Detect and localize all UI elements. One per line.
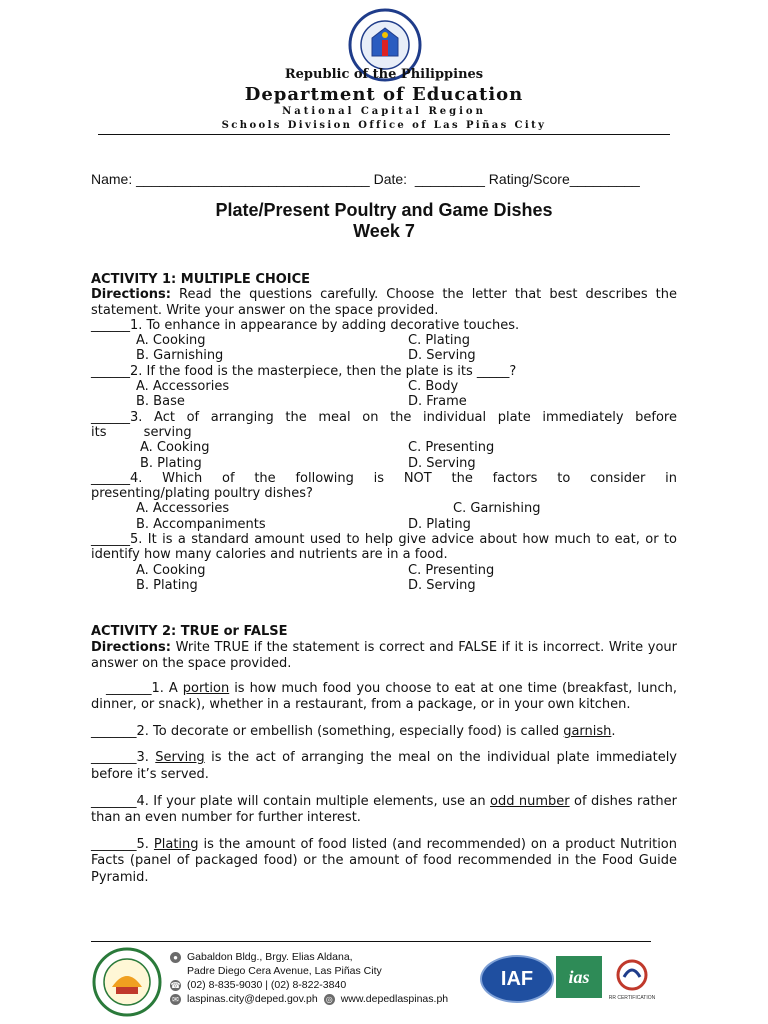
directions-text: Write TRUE if the statement is correct and FALSE if it is incorrect. Write your answer on the space provided. xyxy=(91,639,677,671)
tf-item-key-term: garnish xyxy=(563,723,612,739)
footer-address-line1 xyxy=(170,950,470,964)
footer-address2: Padre Diego Cera Avenue, Las Piñas City xyxy=(187,965,382,977)
question-1: ______1. To enhance in appearance by adding decorative touches. xyxy=(91,317,520,333)
option: B. Plating xyxy=(136,577,198,593)
option: B. Plating xyxy=(140,455,202,471)
question-2-options xyxy=(91,379,677,410)
tf-item-key-term: odd number xyxy=(490,793,570,809)
worksheet-body xyxy=(91,272,682,896)
globe-icon: ◎ xyxy=(324,994,335,1005)
question-5-options xyxy=(91,563,677,594)
activity2-directions xyxy=(91,640,677,672)
option: A. Accessories xyxy=(136,501,230,517)
location-icon: ● xyxy=(170,952,181,963)
tf-item-prefix: _______5. xyxy=(91,836,154,852)
option: D. Serving xyxy=(408,577,476,593)
rr-certification-logo xyxy=(608,955,656,1003)
phone-icon: ☎ xyxy=(170,980,181,990)
question-1-options xyxy=(91,333,677,364)
footer-contact xyxy=(170,950,470,1006)
page-title: Plate/Present Poultry and Game Dishes xyxy=(215,200,553,220)
option: B. Base xyxy=(136,394,185,410)
directions-label: Directions: xyxy=(91,287,171,303)
tf-item-key-term: Serving xyxy=(155,750,205,766)
footer-web-line xyxy=(170,992,470,1006)
option: C. Presenting xyxy=(408,440,495,456)
question-3-line1: ______3. Act of arranging the meal on the individual plate immediately before xyxy=(91,409,677,425)
tf-item-key-term: Plating xyxy=(153,836,199,852)
option: B. Accompaniments xyxy=(136,516,266,532)
rr-certification-label: RR CERTIFICATION xyxy=(608,995,656,1001)
tf-item-3 xyxy=(91,750,677,783)
page-subtitle: Week 7 xyxy=(353,221,415,241)
footer-email: laspinas.city@deped.gov.ph xyxy=(187,993,318,1005)
student-info-line: Name: ______________________________ Date: _________ Rating/Score_________ xyxy=(91,171,640,187)
footer-address1: Gabaldon Bldg., Brgy. Elias Aldana, xyxy=(187,951,353,963)
tf-item-prefix: _______3. xyxy=(91,750,156,766)
footer-website: www.depedlaspinas.ph xyxy=(340,993,449,1005)
question-3-options xyxy=(91,440,677,471)
directions-text: Read the questions carefully. Choose the letter that best describes the statement. Write your answer on the space provided. xyxy=(91,287,677,318)
email-icon: ✉ xyxy=(170,994,181,1005)
iaf-logo: IAF xyxy=(480,955,554,1003)
option: C. Body xyxy=(408,379,459,395)
question-4-options xyxy=(91,501,677,532)
footer-phone-line xyxy=(170,978,470,992)
option: C. Presenting xyxy=(408,562,495,578)
option: A. Cooking xyxy=(136,333,206,349)
option: A. Cooking xyxy=(140,440,210,456)
tf-item-2 xyxy=(91,724,677,741)
tf-item-5 xyxy=(91,837,677,887)
tf-item-key-term: portion xyxy=(182,680,230,696)
question-4-line2: presenting/plating poultry dishes? xyxy=(91,486,313,502)
question-3-line2: its serving xyxy=(91,424,192,440)
department-line: Department of Education xyxy=(244,84,524,105)
tf-item-suffix: is the amount of food listed (and recommended) on a product Nutrition Facts (panel of packaged food) or the amount of food recommended in the Food Guide Pyramid. xyxy=(91,836,677,885)
tf-item-suffix: is how much food you choose to eat at one time (breakfast, lunch, dinner, or snack), whether in a restaurant, from a package, or in your own kitchen. xyxy=(91,680,682,713)
division-line: Schools Division Office of Las Piñas City xyxy=(221,120,547,131)
tf-item-prefix: _______2. To decorate or embellish (something, especially food) is called xyxy=(91,723,564,739)
question-5: ______5. It is a standard amount used to help give advice about how much to eat, or to identify how many calories and nutrients are in a food. xyxy=(91,532,677,563)
tf-item-1 xyxy=(91,680,682,714)
footer-address-line2 xyxy=(170,964,470,978)
activity1-directions xyxy=(91,287,677,318)
region-line: National Capital Region xyxy=(282,106,486,117)
letterhead xyxy=(0,0,768,140)
tf-item-4 xyxy=(91,794,677,827)
option: B. Garnishing xyxy=(136,348,224,364)
footer-divider xyxy=(91,941,651,942)
tf-item-suffix: . xyxy=(611,723,616,739)
option: C. Garnishing xyxy=(453,501,541,517)
question-4-line1: ______4. Which of the following is NOT the factors to consider in xyxy=(91,470,677,486)
directions-label: Directions: xyxy=(91,639,171,655)
tf-item-suffix: of dishes rather than an even number for further interest. xyxy=(91,793,677,826)
option: D. Frame xyxy=(408,394,467,410)
ias-logo: ias xyxy=(556,956,602,998)
footer-phone: (02) 8-835-9030 | (02) 8-822-3840 xyxy=(187,979,347,991)
option: D. Serving xyxy=(408,348,476,364)
tf-item-prefix: _______4. If your plate will contain multiple elements, use an xyxy=(91,793,491,809)
option: A. Cooking xyxy=(136,562,206,578)
option: D. Plating xyxy=(408,516,471,532)
option: A. Accessories xyxy=(136,379,230,395)
section-spacer xyxy=(91,593,677,624)
question-2: ______2. If the food is the masterpiece, then the plate is its _____? xyxy=(91,363,517,379)
activity2-heading: ACTIVITY 2: TRUE or FALSE xyxy=(91,624,288,640)
activity1-heading: ACTIVITY 1: MULTIPLE CHOICE xyxy=(91,272,311,287)
republic-line: Republic of the Philippines xyxy=(284,67,484,82)
tf-item-suffix: is the act of arranging the meal on the individual plate immediately before it’s served. xyxy=(91,750,677,782)
option: D. Serving xyxy=(408,455,476,471)
tf-item-prefix: _______1. A xyxy=(91,680,183,696)
header-divider xyxy=(98,134,670,135)
division-seal-icon xyxy=(92,947,162,1017)
option: C. Plating xyxy=(408,333,470,349)
